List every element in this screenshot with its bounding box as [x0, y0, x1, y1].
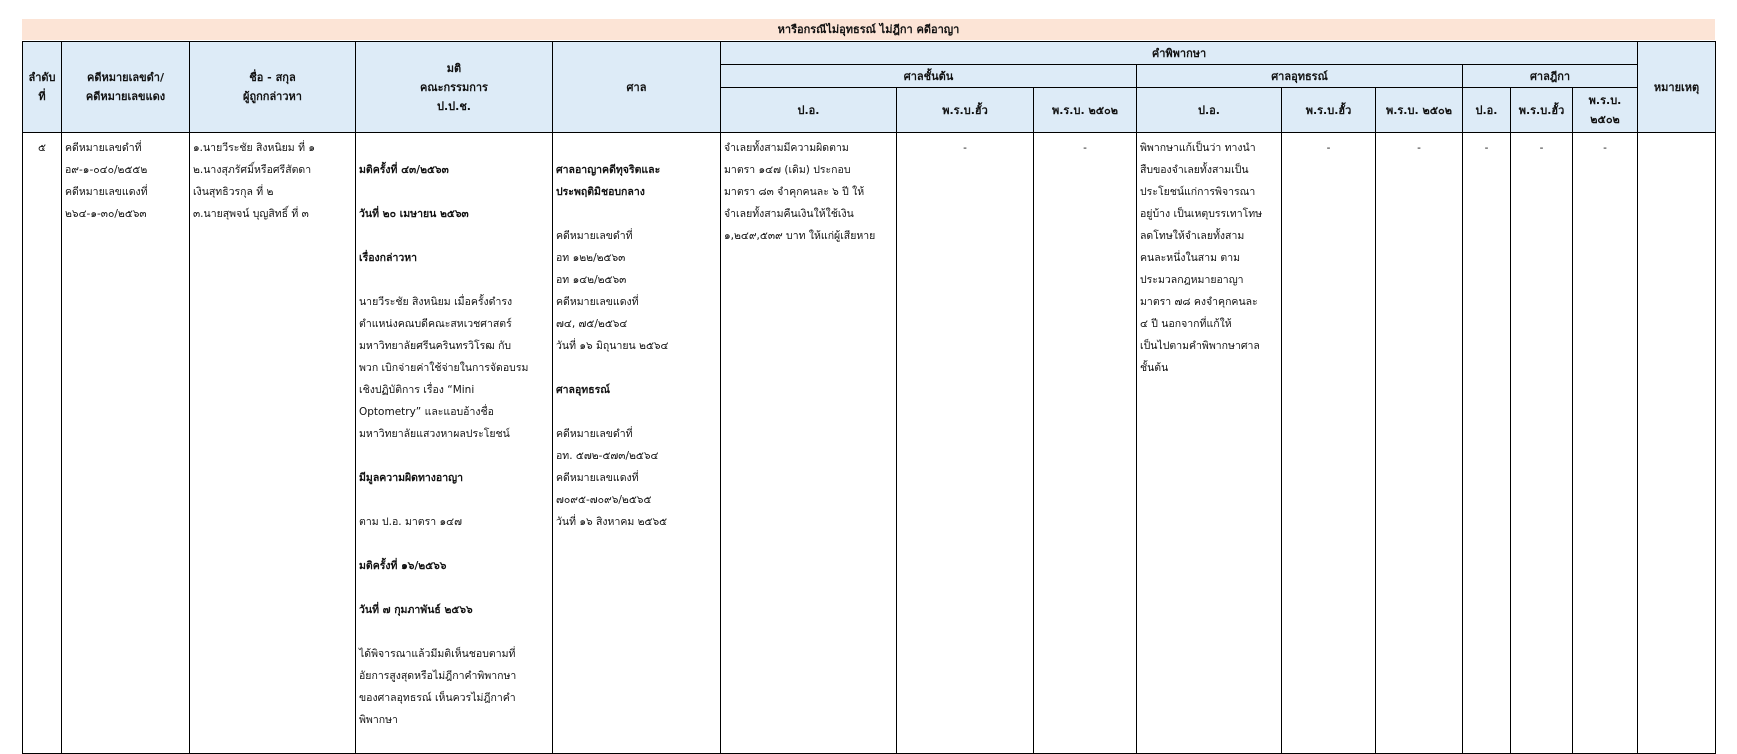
cell-note: [1638, 133, 1716, 754]
first-po-text: จำเลยทั้งสามมีความผิดตาม มาตรา ๑๔๗ (เดิม) ประกอบ มาตรา ๘๓ จำคุกคนละ ๖ ปี ให้ จำเลยทั้งสามคืนเงินให้ใช้เงิน ๑,๒๔๙,๕๓๙ บาท ให้แก่ผู้เสียหาย: [724, 142, 876, 242]
case-number-text: คดีหมายเลขดำที่ อ๙-๑-๐๔๐/๒๕๕๒ คดีหมายเลขแดงที่ ๒๖๔-๑-๓๐/๒๕๖๓: [65, 142, 148, 220]
supreme-po-text: -: [1484, 142, 1489, 154]
header-supreme-pr-ua: พ.ร.บ.ฮั้ว: [1511, 88, 1573, 133]
header-first-pr-2502: พ.ร.บ. ๒๕๐๒: [1034, 88, 1137, 133]
header-court: ศาล: [553, 42, 721, 133]
header-nacc-resolution: มติ คณะกรรมการ ป.ป.ช.: [356, 42, 553, 133]
cell-first-po: [721, 133, 897, 754]
first-pr-2502-text: -: [1083, 142, 1087, 154]
cell-appeal-pr-ua: [1282, 133, 1376, 754]
header-verdict: คำพิพากษา: [721, 42, 1638, 65]
header-appeal-pr-ua: พ.ร.บ.ฮั้ว: [1282, 88, 1376, 133]
accused-names-text: ๑.นายวีระชัย สิงหนิยม ที่ ๑ ๒.นางสุภรัศมิ์หรือศรีสัตดา เงินสุทธิวรกุล ที่ ๒ ๓.นายสุพจน์ บุญสิทธิ์ ที่ ๓: [193, 142, 315, 220]
resolution-2-date: วันที่ ๗ กุมภาพันธ์ ๒๕๖๖: [359, 604, 473, 616]
cell-appeal-pr-2502: [1376, 133, 1463, 754]
cell-supreme-pr-2502: [1573, 133, 1638, 754]
finding-label: มีมูลความผิดทางอาญา: [359, 472, 463, 484]
header-appeal-court: ศาลอุทธรณ์: [1137, 65, 1463, 88]
header-appeal-po: ป.อ.: [1137, 88, 1282, 133]
note-text: [1638, 133, 1715, 137]
header-case-number: คดีหมายเลขดำ/ คดีหมายเลขแดง: [62, 42, 190, 133]
cell-supreme-pr-ua: [1511, 133, 1573, 754]
case-table: [22, 41, 1716, 754]
header-no: ลำดับ ที่: [23, 42, 62, 133]
cell-case-number: [62, 133, 190, 754]
header-supreme-court: ศาลฎีกา: [1463, 65, 1638, 88]
resolution-1-date: วันที่ ๒๐ เมษายน ๒๕๖๓: [359, 208, 469, 220]
cell-supreme-po: [1463, 133, 1511, 754]
first-court-name: ศาลอาญาคดีทุจริตและ ประพฤติมิชอบกลาง: [556, 164, 661, 198]
header-appeal-pr-2502: พ.ร.บ. ๒๕๐๒: [1376, 88, 1463, 133]
resolution-2-text: ได้พิจารณาแล้วมีมติเห็นชอบตามที่ อัยการสูงสุดหรือไม่ฎีกาคำพิพากษา ของศาลอุทธรณ์ เห็นควรไม่ฎีกาคำ พิพากษา: [359, 648, 517, 726]
appeal-pr-ua-text: -: [1326, 142, 1331, 154]
header-first-court: ศาลชั้นต้น: [721, 65, 1137, 88]
finding-text: ตาม ป.อ. มาตรา ๑๔๗: [359, 516, 462, 528]
first-pr-ua-text: -: [963, 142, 967, 154]
first-court-text: คดีหมายเลขดำที่ อท ๑๒๒/๒๕๖๓ อท ๑๔๒/๒๕๖๓ คดีหมายเลขแดงที่ ๗๔, ๗๕/๒๕๖๔ วันที่ ๑๖ มิถุนายน ๒๕๖๔: [556, 230, 669, 352]
header-accused-name: ชื่อ - สกุล ผู้ถูกกล่าวหา: [190, 42, 356, 133]
subject-text: นายวีระชัย สิงหนิยม เมื่อครั้งดำรง ตำแหน่งคณบดีคณะสหเวชศาสตร์ มหาวิทยาลัยศรีนครินทรวิโรฒ กับ พวก เบิกจ่ายค่าใช้จ่ายในการจัดอบรม เชิงปฏิบัติการ เรื่อง “Mini Optometry” และแอบอ้างชื่อ มหาวิทยาลัยแสวงหาผลประโยชน์: [359, 296, 529, 440]
appeal-court-name: ศาลอุทธรณ์: [556, 384, 611, 396]
header-note: หมายเหตุ: [1638, 42, 1716, 133]
header-first-po: ป.อ.: [721, 88, 897, 133]
header-supreme-po: ป.อ.: [1463, 88, 1511, 133]
header-supreme-pr-2502: พ.ร.บ. ๒๕๐๒: [1573, 88, 1638, 133]
court-block: [553, 133, 720, 555]
table-row: [23, 133, 1716, 754]
resolution-2-title: มติครั้งที่ ๑๖/๒๕๖๖: [359, 560, 447, 572]
appeal-po-text: พิพากษาแก้เป็นว่า ทางนำ สืบของจำเลยทั้งสามเป็น ประโยชน์แก่การพิจารณา อยู่บ้าง เป็นเหตุบรรเทาโทษ ลดโทษให้จำเลยทั้งสาม คนละหนึ่งในสาม ตาม ประมวลกฎหมายอาญา มาตรา ๗๘ คงจำคุกคนละ ๔ ปี นอกจากที่แก้ให้ เป็นไปตามคำพิพากษาศาล ชั้นต้น: [1140, 142, 1263, 374]
cell-appeal-po: [1137, 133, 1282, 754]
subject-label: เรื่องกล่าวหา: [359, 252, 418, 264]
cell-court: [553, 133, 721, 754]
resolution-1-title: มติครั้งที่ ๔๓/๒๕๖๓: [359, 164, 449, 176]
supreme-pr-2502-text: -: [1603, 142, 1607, 154]
supreme-pr-ua-text: -: [1539, 142, 1544, 154]
cell-accused-name: [190, 133, 356, 754]
row-number: ๕: [38, 142, 46, 154]
cell-first-pr-ua: [897, 133, 1034, 754]
appeal-court-text: คดีหมายเลขดำที่ อท. ๕๗๒-๕๗๓/๒๕๖๔ คดีหมายเลขแดงที่ ๗๐๙๕-๗๐๙๖/๒๕๖๕ วันที่ ๑๖ สิงหาคม ๒๕๖๕: [556, 428, 668, 528]
cell-nacc-resolution: [356, 133, 553, 754]
header-first-pr-ua: พ.ร.บ.ฮั้ว: [897, 88, 1034, 133]
cell-no: [23, 133, 62, 754]
resolution-block: [356, 133, 552, 753]
cell-first-pr-2502: [1034, 133, 1137, 754]
table-title: หารือกรณีไม่อุทธรณ์ ไม่ฎีกา คดีอาญา: [22, 19, 1715, 40]
appeal-pr-2502-text: -: [1417, 142, 1421, 154]
